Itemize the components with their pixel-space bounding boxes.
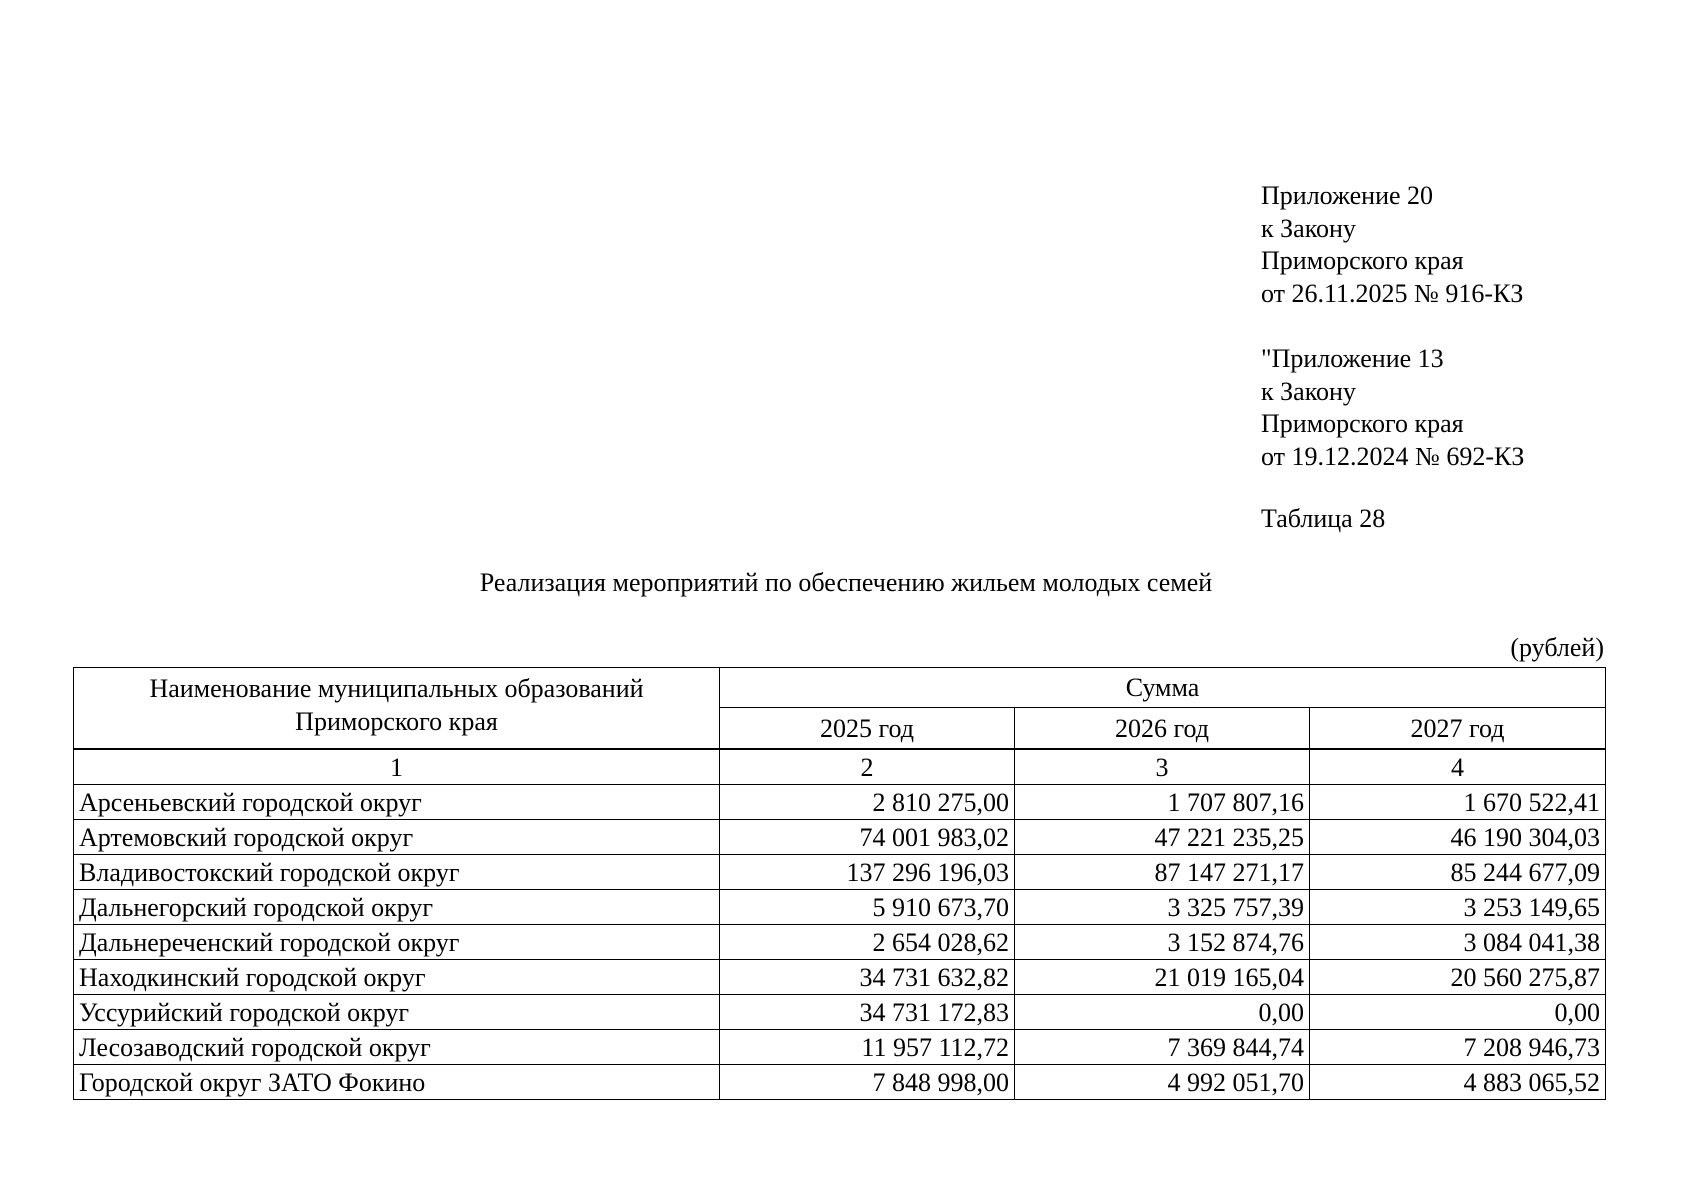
table-row — [74, 925, 1606, 960]
header-sum: Сумма — [720, 668, 1606, 708]
column-number: 3 — [1015, 750, 1310, 785]
amount-2026: 21 019 165,04 — [1015, 960, 1310, 995]
table-row — [74, 890, 1606, 925]
amount-2025: 11 957 112,72 — [720, 1030, 1015, 1065]
municipality-name: Арсеньевский городской округ — [74, 785, 720, 820]
municipality-name: Владивостокский городской округ — [74, 855, 720, 890]
table-row — [74, 1030, 1606, 1065]
amount-2027: 46 190 304,03 — [1310, 820, 1606, 855]
unit-label: (рублей) — [1510, 633, 1604, 662]
amount-2026: 7 369 844,74 — [1015, 1030, 1310, 1065]
amount-2026: 3 325 757,39 — [1015, 890, 1310, 925]
amount-2025: 2 810 275,00 — [720, 785, 1015, 820]
column-number-row — [74, 750, 1606, 785]
appendix-13-block — [1261, 343, 1524, 473]
amount-2026: 3 152 874,76 — [1015, 925, 1310, 960]
appendix-20-line2: к Закону — [1261, 213, 1356, 243]
municipality-name: Лесозаводский городской округ — [74, 1030, 720, 1065]
table-row — [74, 960, 1606, 995]
table-row — [74, 855, 1606, 890]
header-year-2027: 2027 год — [1310, 708, 1606, 749]
amount-2025: 5 910 673,70 — [720, 890, 1015, 925]
header-year-2025: 2025 год — [720, 708, 1015, 749]
municipality-name: Дальнереченский городской округ — [74, 925, 720, 960]
amount-2025: 137 296 196,03 — [720, 855, 1015, 890]
header-municipality-line2: Приморского края — [295, 707, 498, 736]
appendix-13-line4: от 19.12.2024 № 692-КЗ — [1261, 441, 1525, 471]
amount-2025: 2 654 028,62 — [720, 925, 1015, 960]
amount-2026: 4 992 051,70 — [1015, 1065, 1310, 1100]
table-row — [74, 785, 1606, 820]
amount-2026: 87 147 271,17 — [1015, 855, 1310, 890]
table-row — [74, 1065, 1606, 1100]
column-number: 2 — [720, 750, 1015, 785]
amount-2027: 1 670 522,41 — [1310, 785, 1606, 820]
amount-2027: 3 253 149,65 — [1310, 890, 1606, 925]
table-number — [1261, 503, 1385, 536]
table-row — [74, 995, 1606, 1030]
amount-2025: 34 731 632,82 — [720, 960, 1015, 995]
table-row — [74, 820, 1606, 855]
amount-2026: 0,00 — [1015, 995, 1310, 1030]
header-year-2026: 2026 год — [1015, 708, 1310, 749]
amount-2027: 3 084 041,38 — [1310, 925, 1606, 960]
amount-2027: 20 560 275,87 — [1310, 960, 1606, 995]
amount-2027: 85 244 677,09 — [1310, 855, 1606, 890]
header-municipality — [74, 668, 720, 749]
amount-2025: 34 731 172,83 — [720, 995, 1015, 1030]
appendix-13-line1: "Приложение 13 — [1261, 344, 1444, 373]
appendix-20-line1: Приложение 20 — [1261, 181, 1434, 210]
amount-2026: 47 221 235,25 — [1015, 820, 1310, 855]
appendix-20-line3: Приморского края — [1261, 246, 1464, 275]
table-number-text: Таблица 28 — [1261, 504, 1386, 533]
amount-2025: 7 848 998,00 — [720, 1065, 1015, 1100]
funding-table — [73, 667, 1606, 1100]
appendix-13-line2: к Закону — [1261, 376, 1356, 406]
municipality-name: Дальнегорский городской округ — [74, 890, 720, 925]
appendix-20-block — [1261, 180, 1523, 310]
column-number: 1 — [74, 750, 720, 785]
appendix-13-line3: Приморского края — [1261, 409, 1464, 438]
amount-2026: 1 707 807,16 — [1015, 785, 1310, 820]
column-number: 4 — [1310, 750, 1606, 785]
municipality-name: Артемовский городской округ — [74, 820, 720, 855]
municipality-name: Уссурийский городской округ — [74, 995, 720, 1030]
amount-2025: 74 001 983,02 — [720, 820, 1015, 855]
amount-2027: 0,00 — [1310, 995, 1606, 1030]
appendix-20-line4: от 26.11.2025 № 916-КЗ — [1261, 278, 1524, 308]
municipality-name: Городской округ ЗАТО Фокино — [74, 1065, 720, 1100]
document-title: Реализация мероприятий по обеспечению жильем молодых семей — [479, 568, 1213, 597]
municipality-name: Находкинский городской округ — [74, 960, 720, 995]
header-municipality-line1: Наименование муниципальных образований — [149, 674, 644, 703]
amount-2027: 4 883 065,52 — [1310, 1065, 1606, 1100]
amount-2027: 7 208 946,73 — [1310, 1030, 1606, 1065]
